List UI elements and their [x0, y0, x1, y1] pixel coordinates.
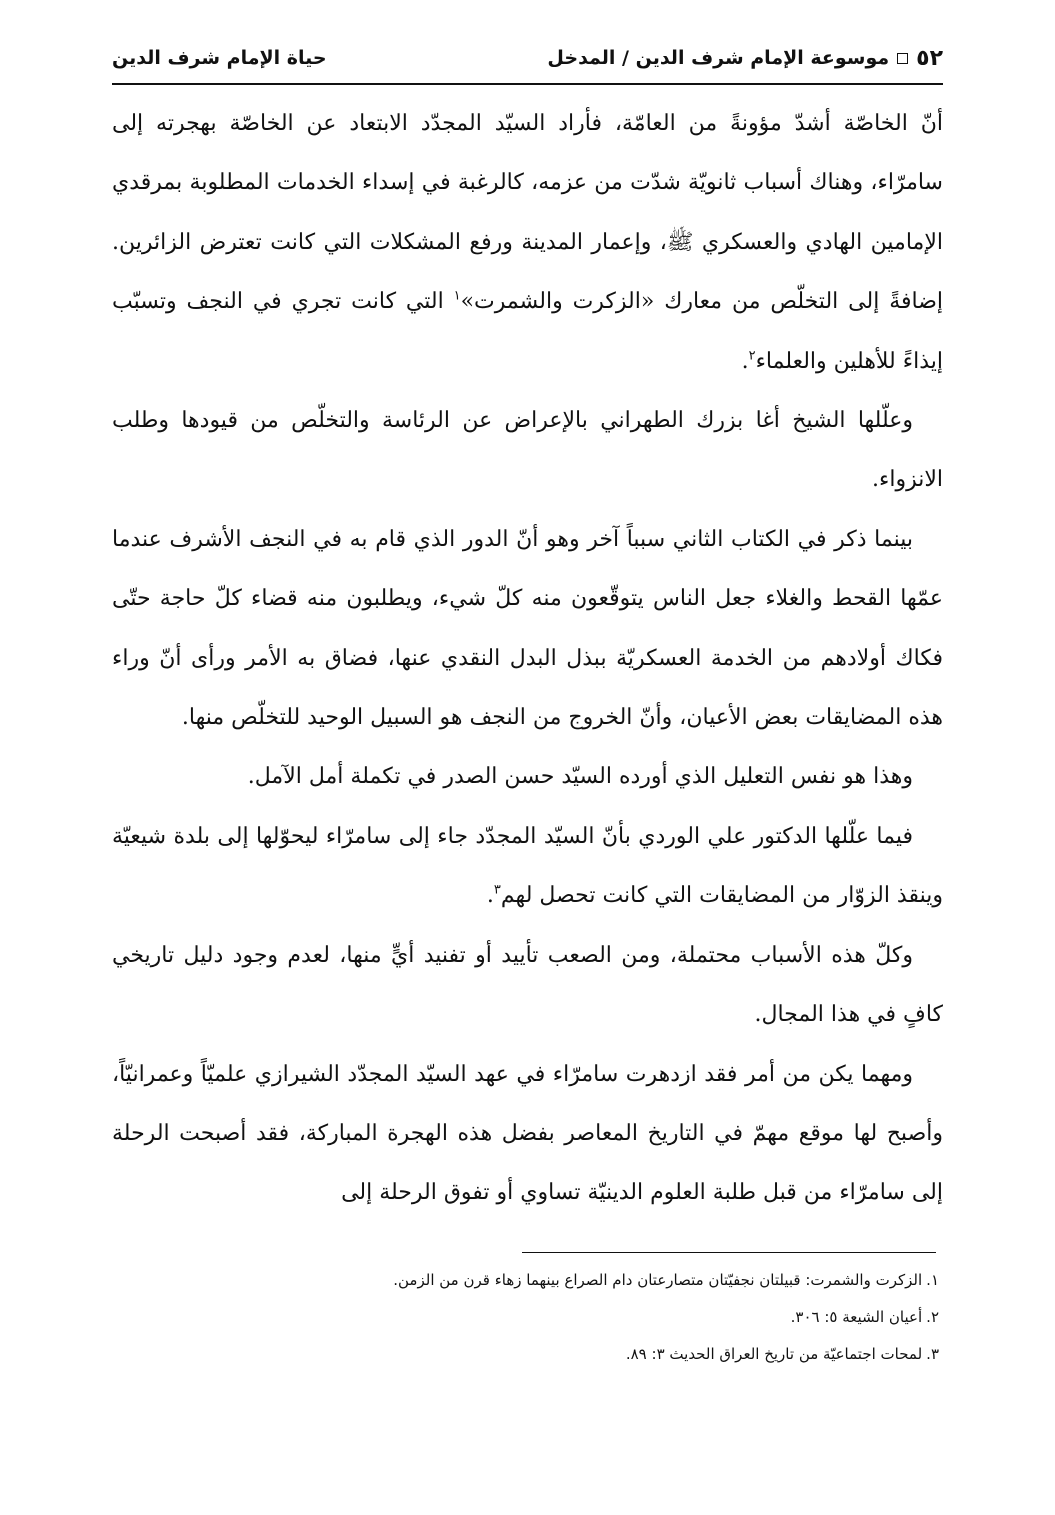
paragraph-5-end: . [486, 883, 494, 909]
chapter-title: حياة الإمام شرف الدين [112, 47, 327, 69]
footnote-rule [522, 1252, 936, 1253]
header-book-info [547, 46, 943, 71]
paragraph-1-tail: التي كانت تجري في النجف وتسبّب إيذاءً للأهلين والعلماء [112, 289, 943, 374]
book-title: موسوعة الإمام شرف الدين / المدخل [547, 47, 890, 69]
footnote-number: ١. [926, 1271, 939, 1289]
paragraph-1-text: أنّ الخاصّة أشدّ مؤونةً من العامّة، فأراد السيّد المجدّد الابتعاد عن الخاصّة بهجرته إلى سامرّاء، وهناك أسباب ثانويّة شدّت من عزمه، كالرغبة في إسداء الخدمات المطلوبة بمرقدي الإمامين الهادي والعسكري ﷺ، وإعمار المدينة ورفع المشكلات التي كانت تعترض الزائرين. إضافةً إلى التخلّص من معارك «الزكرت والشمرت» [112, 111, 943, 315]
paragraph-3: بينما ذكر في الكتاب الثاني سبباً آخر وهو أنّ الدور الذي قام به في النجف الأشرف عندما عمّها القحط والغلاء جعل الناس يتوقّعون منه كلّ شيء، ويطلبون منه قضاء كلّ حاجة حتّى فكاك أولادهم من الخدمة العسكريّة ببذل البدل النقدي عنها، فضاق به الأمر ورأى أنّ وراء هذه المضايقات بعض الأعيان، وأنّ الخروج من النجف هو السبيل الوحيد للتخلّص منها. [112, 526, 943, 731]
footnotes [112, 1262, 943, 1373]
footnote-number: ٣. [926, 1345, 939, 1363]
paragraph-2: وعلّلها الشيخ أغا بزرك الطهراني بالإعراض عن الرئاسة والتخلّص من قيودها وطلب الانزواء. [112, 408, 943, 493]
footnote-text: أعيان الشيعة ٥: ٣٠٦. [790, 1308, 923, 1326]
footnote-text: لمحات اجتماعيّة من تاريخ العراق الحديث ٣: ٨٩. [625, 1345, 923, 1363]
paragraph-5-text: فيما علّلها الدكتور علي الوردي بأنّ السيّد المجدّد جاء إلى سامرّاء ليحوّلها إلى بلدة شيعيّة وينقذ الزوّار من المضايقات التي كانت تحصل لهم [112, 823, 943, 909]
paragraph-1-end: . [741, 348, 749, 374]
footnote-ref-1[interactable]: ١ [453, 288, 461, 304]
footnote-number: ٢. [926, 1308, 939, 1326]
footnote-ref-3[interactable]: ٣ [493, 882, 501, 898]
footnote-2 [112, 1299, 943, 1336]
page-number: ٥٢ [916, 45, 943, 71]
separator-square-icon [897, 53, 908, 64]
footnote-ref-2[interactable]: ٢ [748, 348, 756, 364]
footnote-text: الزكرت والشمرت: قبيلتان نجفيّتان متصارعتان دام الصراع بينهما زهاء قرن من الزمن. [393, 1271, 923, 1289]
paragraph-4: وهذا هو نفس التعليل الذي أورده السيّد حسن الصدر في تكملة أمل الآمل. [247, 764, 913, 790]
footnote-1 [112, 1262, 943, 1299]
paragraph-6: وكلّ هذه الأسباب محتملة، ومن الصعب تأييد أو تفنيد أيٍّ منها، لعدم وجود دليل تاريخي كافٍ في هذا المجال. [112, 942, 943, 1028]
header-rule [112, 83, 943, 85]
running-header [112, 38, 943, 78]
body-text [112, 94, 943, 1223]
paragraph-7: ومهما يكن من أمر فقد ازدهرت سامرّاء في عهد السيّد المجدّد الشيرازي علميّاً وعمرانيّاً، وأصبح لها موقع مهمّ في التاريخ المعاصر بفضل هذه الهجرة المباركة، فقد أصبحت الرحلة إلى سامرّاء من قبل طلبة العلوم الدينيّة تساوي أو تفوق الرحلة إلى [112, 1061, 943, 1206]
footnote-3 [112, 1336, 943, 1373]
paragraph-5 [112, 807, 943, 926]
paragraph-1 [112, 94, 943, 391]
